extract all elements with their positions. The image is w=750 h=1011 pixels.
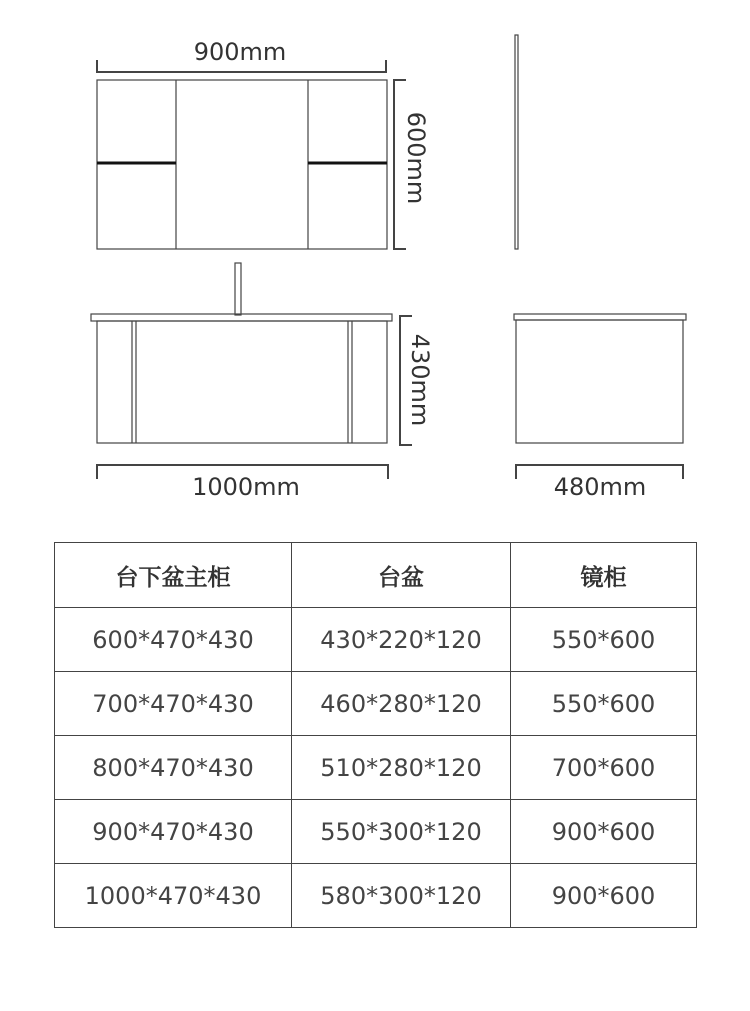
- cell-main-cabinet: 600*470*430: [55, 608, 292, 672]
- cell-main-cabinet: 800*470*430: [55, 736, 292, 800]
- table-header-row: [55, 543, 697, 608]
- cell-basin: 580*300*120: [292, 864, 511, 928]
- mirror-side-profile: [515, 35, 518, 249]
- mirror-height-label: 600mm: [402, 111, 430, 205]
- size-spec-table: [54, 542, 697, 928]
- cell-basin: 510*280*120: [292, 736, 511, 800]
- table-row: [55, 800, 697, 864]
- mirror-height-dimension: [393, 80, 430, 249]
- cabinet-height-label: 430mm: [406, 333, 434, 427]
- cell-main-cabinet: 900*470*430: [55, 800, 292, 864]
- cell-main-cabinet: 700*470*430: [55, 672, 292, 736]
- mirror-cabinet-front: [97, 80, 387, 249]
- table-row: [55, 864, 697, 928]
- cabinet-height-dimension: [399, 316, 434, 445]
- mirror-width-label: 900mm: [193, 38, 287, 66]
- vanity-cabinet-front: [91, 314, 392, 443]
- cell-basin: 460*280*120: [292, 672, 511, 736]
- cell-main-cabinet: 1000*470*430: [55, 864, 292, 928]
- cabinet-width-dimension: [97, 464, 388, 501]
- cell-mirror-cabinet: 550*600: [511, 608, 697, 672]
- cell-mirror-cabinet: 900*600: [511, 864, 697, 928]
- cell-basin: 430*220*120: [292, 608, 511, 672]
- cell-mirror-cabinet: 550*600: [511, 672, 697, 736]
- header-basin: 台盆: [292, 543, 511, 608]
- mirror-width-dimension: [97, 38, 386, 73]
- faucet: [235, 263, 241, 315]
- vanity-cabinet-side: [514, 314, 686, 443]
- table-row: [55, 736, 697, 800]
- cell-mirror-cabinet: 700*600: [511, 736, 697, 800]
- cabinet-width-label: 1000mm: [192, 473, 300, 501]
- header-main-cabinet: 台下盆主柜: [55, 543, 292, 608]
- header-mirror-cabinet: 镜柜: [511, 543, 697, 608]
- table-row: [55, 672, 697, 736]
- table-row: [55, 608, 697, 672]
- side-depth-dimension: [516, 464, 683, 501]
- cell-basin: 550*300*120: [292, 800, 511, 864]
- side-depth-label: 480mm: [553, 473, 647, 501]
- cell-mirror-cabinet: 900*600: [511, 800, 697, 864]
